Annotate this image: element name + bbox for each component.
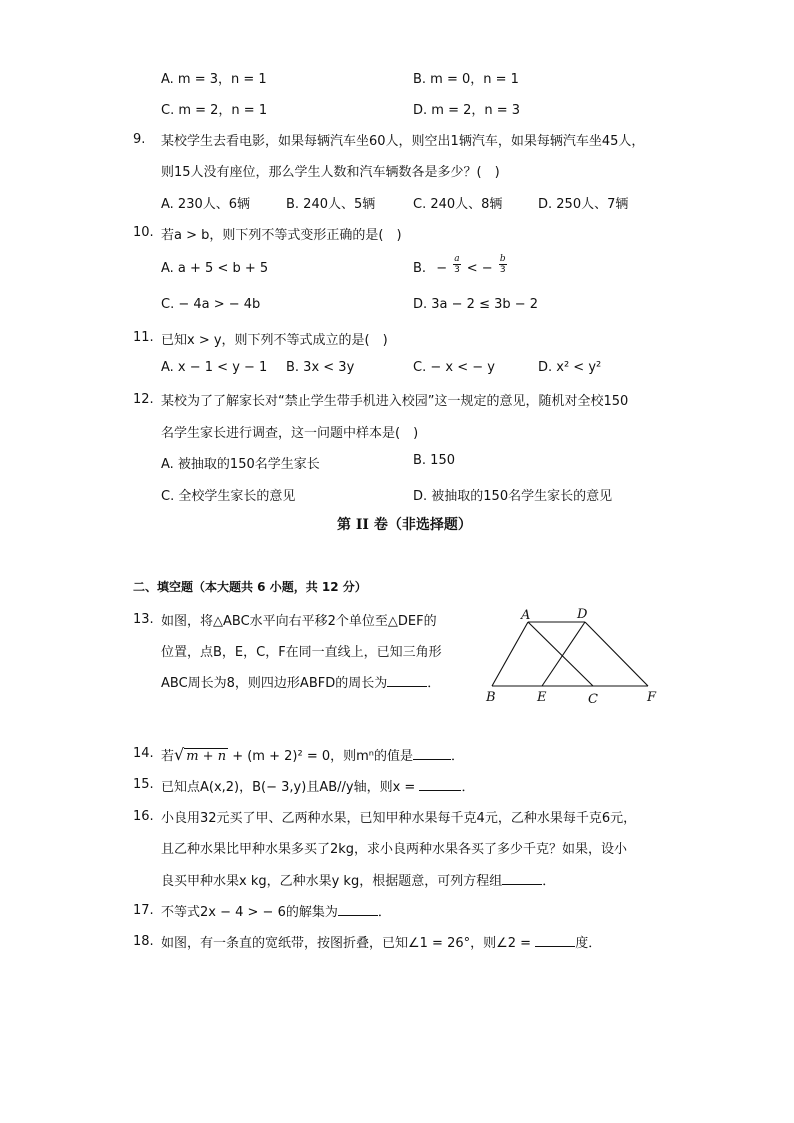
- label-f: F: [647, 690, 657, 705]
- q8-option-b: B. m = 0，n = 1: [413, 72, 519, 87]
- q11-option-d: D. x² < y²: [538, 360, 602, 375]
- q12-option-a: A. 被抽取的150名学生家长: [161, 457, 320, 472]
- q10-option-c: C. − 4a > − 4b: [161, 297, 261, 312]
- q9-option-a: A. 230人、6辆: [161, 197, 251, 212]
- q9-option-c: C. 240人、8辆: [413, 197, 503, 212]
- q14-answer-blank[interactable]: [413, 747, 451, 760]
- q9-number: 9.: [133, 132, 146, 147]
- q11-option-c: C. − x < − y: [413, 360, 495, 375]
- segment-ac: [528, 622, 593, 686]
- q9-option-b: B. 240人、5辆: [286, 197, 376, 212]
- q12-option-d: D. 被抽取的150名学生家长的意见: [413, 489, 613, 504]
- q13-line2: 位置，点B，E，C，F在同一直线上，已知三角形: [161, 645, 442, 660]
- q12-stem-line1: 某校为了了解家长对“禁止学生带手机进入校园”这一规定的意见，随机对全校150: [161, 394, 629, 409]
- q18-number: 18.: [133, 934, 154, 949]
- section2-title: 二、填空题（本大题共 6 小题，共 12 分）: [133, 580, 367, 594]
- segment-df: [585, 622, 648, 686]
- q8-option-d: D. m = 2，n = 3: [413, 103, 521, 118]
- label-d: D: [577, 607, 588, 622]
- q12-stem-line2: 名学生家长进行调查，这一问题中样本是( ): [161, 426, 419, 441]
- q16-line2: 且乙种水果比甲种水果多买了2kg，求小良两种水果各买了多少千克？如果，设小: [161, 842, 628, 857]
- q13-line1: 如图，将△ABC水平向右平移2个单位至△DEF的: [161, 614, 437, 629]
- q9-stem-line1: 某校学生去看电影，如果每辆汽车坐60人，则空出1辆汽车，如果每辆汽车坐45人，: [161, 134, 645, 149]
- q12-option-c: C. 全校学生家长的意见: [161, 489, 296, 504]
- q11-option-a: A. x − 1 < y − 1: [161, 360, 268, 375]
- q12-option-b: B. 150: [413, 453, 455, 468]
- q15-answer-blank[interactable]: [419, 778, 461, 791]
- q13-answer-blank[interactable]: [387, 674, 427, 687]
- q15-number: 15.: [133, 777, 154, 792]
- q17-answer-blank[interactable]: [338, 903, 378, 916]
- q16-number: 16.: [133, 809, 154, 824]
- segment-ab: [492, 622, 528, 686]
- q16-line1: 小良用32元买了甲、乙两种水果，已知甲种水果每千克4元，乙种水果每千克6元，: [161, 811, 637, 826]
- label-c: C: [588, 692, 598, 707]
- q9-stem-line2: 则15人没有座位，那么学生人数和汽车辆数各是多少？( ): [161, 165, 500, 180]
- q17-text: 不等式2x − 4 > − 6的解集为 ．: [161, 905, 391, 920]
- q9-option-d: D. 250人、7辆: [538, 197, 629, 212]
- q10-stem: 若a > b，则下列不等式变形正确的是( ): [161, 228, 402, 243]
- q13-figure: [478, 600, 678, 710]
- q10-fraction-a: $\frac{a}{3}$: [454, 254, 460, 275]
- label-e: E: [537, 690, 547, 705]
- q14-radicand: m + n: [186, 749, 227, 764]
- q11-number: 11.: [133, 330, 154, 345]
- q17-number: 17.: [133, 903, 154, 918]
- q10-option-b-label: B.: [413, 261, 427, 276]
- q18-answer-blank[interactable]: [535, 934, 575, 947]
- q18-text: 如图，有一条直的宽纸带，按图折叠，已知∠1 = 26°，则∠2 = 度．: [161, 936, 602, 951]
- q14-text: 若√ m + n + (m + 2)² = 0，则mⁿ的值是 ．: [161, 745, 464, 764]
- sqrt-sign: √: [174, 745, 185, 764]
- q11-option-b: B. 3x < 3y: [286, 360, 355, 375]
- segment-de: [542, 622, 585, 686]
- q8-option-c: C. m = 2，n = 1: [161, 103, 268, 118]
- label-b: B: [486, 690, 496, 705]
- q16-answer-blank[interactable]: [502, 872, 542, 885]
- q13-number: 13.: [133, 612, 154, 627]
- q16-line3: 良买甲种水果x kg，乙种水果y kg，根据题意，可列方程组 ．: [161, 874, 556, 889]
- part2-title: 第 II 卷（非选择题）: [337, 517, 472, 533]
- q8-option-a: A. m = 3，n = 1: [161, 72, 267, 87]
- q10-number: 10.: [133, 225, 154, 240]
- q10-option-a: A. a + 5 < b + 5: [161, 261, 269, 276]
- q13-line3: ABC周长为8，则四边形ABFD的周长为 ．: [161, 676, 441, 691]
- q11-stem: 已知x > y，则下列不等式成立的是( ): [161, 333, 388, 348]
- q10-option-d: D. 3a − 2 ≤ 3b − 2: [413, 297, 539, 312]
- q10-fraction-b: $\frac{b}{3}$: [499, 254, 506, 275]
- q12-number: 12.: [133, 392, 154, 407]
- q10-option-b: B. − $\frac{a}{3}$ < − $\frac{b}{3}$: [413, 254, 506, 276]
- q14-number: 14.: [133, 746, 154, 761]
- q15-text: 已知点A(x,2)，B(− 3,y)且AB//y轴，则x = ．: [161, 780, 475, 795]
- label-a: A: [521, 608, 531, 623]
